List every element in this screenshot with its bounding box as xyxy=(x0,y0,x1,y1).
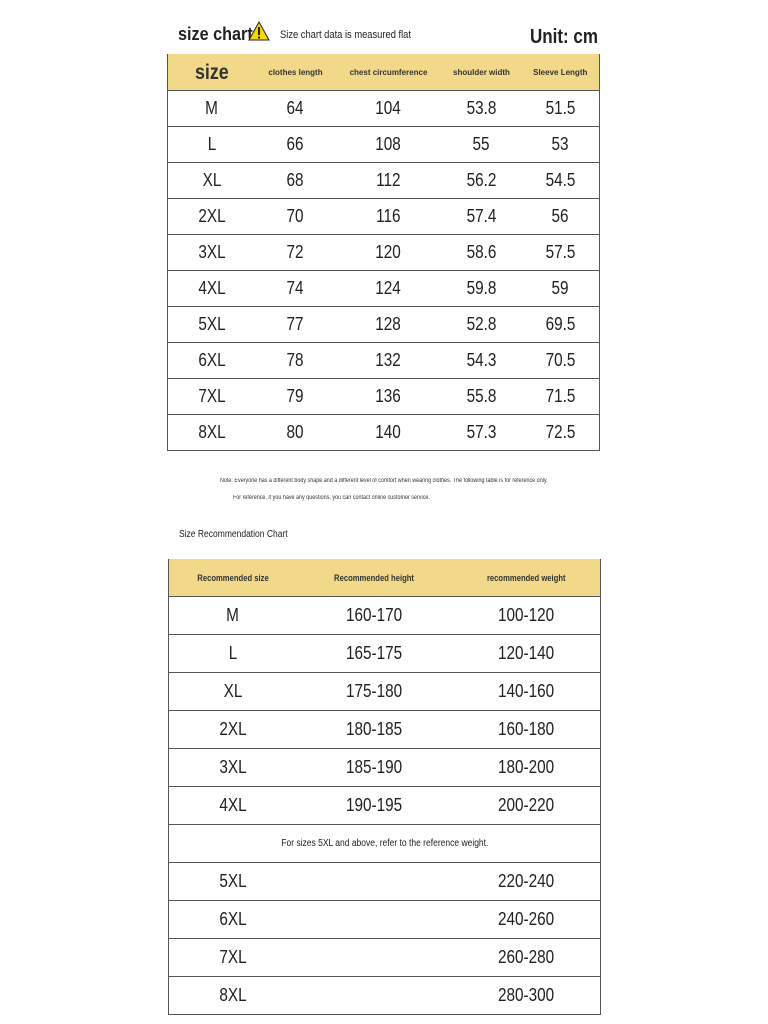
table-row xyxy=(169,749,601,787)
cell-sleeve: 57.5 xyxy=(522,235,600,271)
cell-rec-size: XL xyxy=(169,673,297,711)
cell-rec-weight: 180-200 xyxy=(453,749,601,787)
cell-shoulder: 54.3 xyxy=(442,343,522,379)
cell-shoulder: 57.4 xyxy=(442,199,522,235)
cell-rec-height xyxy=(297,939,453,977)
cell-chest: 128 xyxy=(336,307,442,343)
table-row xyxy=(168,379,600,415)
cell-sleeve: 54.5 xyxy=(522,163,600,199)
cell-rec-height: 185-190 xyxy=(297,749,453,787)
cell-rec-height: 175-180 xyxy=(297,673,453,711)
cell-rec-weight: 220-240 xyxy=(453,863,601,901)
table-row xyxy=(169,635,601,673)
col-header-rec-weight: recommended weight xyxy=(453,559,601,597)
cell-rec-size: M xyxy=(169,597,297,635)
cell-rec-weight: 120-140 xyxy=(453,635,601,673)
cell-rec-size: 2XL xyxy=(169,711,297,749)
cell-rec-size: 8XL xyxy=(169,977,297,1015)
cell-shoulder: 55 xyxy=(442,127,522,163)
cell-rec-size: 7XL xyxy=(169,939,297,977)
table-row xyxy=(168,271,600,307)
cell-sleeve: 51.5 xyxy=(522,91,600,127)
cell-length: 64 xyxy=(256,91,336,127)
table-row xyxy=(169,673,601,711)
table-row xyxy=(168,343,600,379)
cell-rec-weight: 280-300 xyxy=(453,977,601,1015)
cell-length: 70 xyxy=(256,199,336,235)
cell-rec-size: L xyxy=(169,635,297,673)
cell-length: 77 xyxy=(256,307,336,343)
cell-chest: 140 xyxy=(336,415,442,451)
table-row xyxy=(168,307,600,343)
cell-length: 72 xyxy=(256,235,336,271)
cell-size: 4XL xyxy=(168,271,256,307)
cell-rec-height: 190-195 xyxy=(297,787,453,825)
cell-length: 66 xyxy=(256,127,336,163)
table-row xyxy=(169,977,601,1015)
cell-sleeve: 70.5 xyxy=(522,343,600,379)
cell-size: M xyxy=(168,91,256,127)
cell-chest: 136 xyxy=(336,379,442,415)
cell-shoulder: 56.2 xyxy=(442,163,522,199)
col-header-chest: chest circumference xyxy=(336,54,442,91)
table-row xyxy=(168,163,600,199)
col-header-rec-size: Recommended size xyxy=(169,559,297,597)
table-row xyxy=(168,91,600,127)
col-header-length: clothes length xyxy=(256,54,336,91)
cell-chest: 120 xyxy=(336,235,442,271)
col-header-rec-height: Recommended height xyxy=(297,559,453,597)
cell-shoulder: 53.8 xyxy=(442,91,522,127)
size-chart-table xyxy=(167,54,600,451)
cell-rec-height xyxy=(297,901,453,939)
table-row xyxy=(169,787,601,825)
cell-rec-weight: 100-120 xyxy=(453,597,601,635)
cell-rec-height: 180-185 xyxy=(297,711,453,749)
cell-shoulder: 59.8 xyxy=(442,271,522,307)
cell-rec-height: 160-170 xyxy=(297,597,453,635)
cell-chest: 112 xyxy=(336,163,442,199)
table-row xyxy=(168,415,600,451)
cell-length: 68 xyxy=(256,163,336,199)
recommendation-title: Size Recommendation Chart xyxy=(179,529,288,540)
cell-shoulder: 58.6 xyxy=(442,235,522,271)
table-row xyxy=(169,901,601,939)
cell-chest: 132 xyxy=(336,343,442,379)
cell-rec-weight: 140-160 xyxy=(453,673,601,711)
cell-size: 6XL xyxy=(168,343,256,379)
cell-length: 74 xyxy=(256,271,336,307)
table-row xyxy=(169,863,601,901)
cell-shoulder: 52.8 xyxy=(442,307,522,343)
cell-size: 3XL xyxy=(168,235,256,271)
cell-sleeve: 71.5 xyxy=(522,379,600,415)
cell-sleeve: 53 xyxy=(522,127,600,163)
page-title: size chart xyxy=(178,24,253,44)
col-header-sleeve: Sleeve Length xyxy=(522,54,600,91)
cell-length: 79 xyxy=(256,379,336,415)
measure-note: Size chart data is measured flat xyxy=(280,29,411,41)
cell-length: 78 xyxy=(256,343,336,379)
cell-size: 7XL xyxy=(168,379,256,415)
cell-rec-height: 165-175 xyxy=(297,635,453,673)
cell-rec-weight: 200-220 xyxy=(453,787,601,825)
col-header-shoulder: shoulder width xyxy=(442,54,522,91)
large-size-notice: For sizes 5XL and above, refer to the reference weight. xyxy=(169,825,601,863)
cell-size: 2XL xyxy=(168,199,256,235)
table-row-notice xyxy=(169,825,601,863)
cell-rec-height xyxy=(297,977,453,1015)
cell-rec-height xyxy=(297,863,453,901)
cell-sleeve: 72.5 xyxy=(522,415,600,451)
cell-shoulder: 57.3 xyxy=(442,415,522,451)
table-row xyxy=(169,711,601,749)
recommendation-table xyxy=(168,559,601,1015)
cell-size: L xyxy=(168,127,256,163)
cell-shoulder: 55.8 xyxy=(442,379,522,415)
contact-note: For reference, if you have any questions, you can contact online customer service. xyxy=(233,495,430,501)
cell-chest: 124 xyxy=(336,271,442,307)
cell-chest: 116 xyxy=(336,199,442,235)
cell-rec-size: 4XL xyxy=(169,787,297,825)
cell-chest: 104 xyxy=(336,91,442,127)
size-chart-header xyxy=(178,18,598,52)
cell-size: 5XL xyxy=(168,307,256,343)
size-chart-header-row xyxy=(168,54,600,91)
cell-size: XL xyxy=(168,163,256,199)
cell-rec-weight: 160-180 xyxy=(453,711,601,749)
table-row xyxy=(168,127,600,163)
cell-sleeve: 59 xyxy=(522,271,600,307)
recommendation-header-row xyxy=(169,559,601,597)
cell-length: 80 xyxy=(256,415,336,451)
table-row xyxy=(168,235,600,271)
reference-note: Note: Everyone has a different body shape and a different level of comfort when wearing clothes. The following table is for reference only. xyxy=(220,478,548,484)
cell-rec-weight: 260-280 xyxy=(453,939,601,977)
cell-sleeve: 56 xyxy=(522,199,600,235)
warning-icon xyxy=(248,21,270,41)
table-row xyxy=(168,199,600,235)
cell-rec-weight: 240-260 xyxy=(453,901,601,939)
table-row xyxy=(169,597,601,635)
cell-chest: 108 xyxy=(336,127,442,163)
unit-label: Unit: cm xyxy=(530,26,598,48)
cell-rec-size: 3XL xyxy=(169,749,297,787)
cell-rec-size: 6XL xyxy=(169,901,297,939)
table-row xyxy=(169,939,601,977)
cell-size: 8XL xyxy=(168,415,256,451)
cell-sleeve: 69.5 xyxy=(522,307,600,343)
cell-rec-size: 5XL xyxy=(169,863,297,901)
col-header-size: size xyxy=(168,54,256,91)
